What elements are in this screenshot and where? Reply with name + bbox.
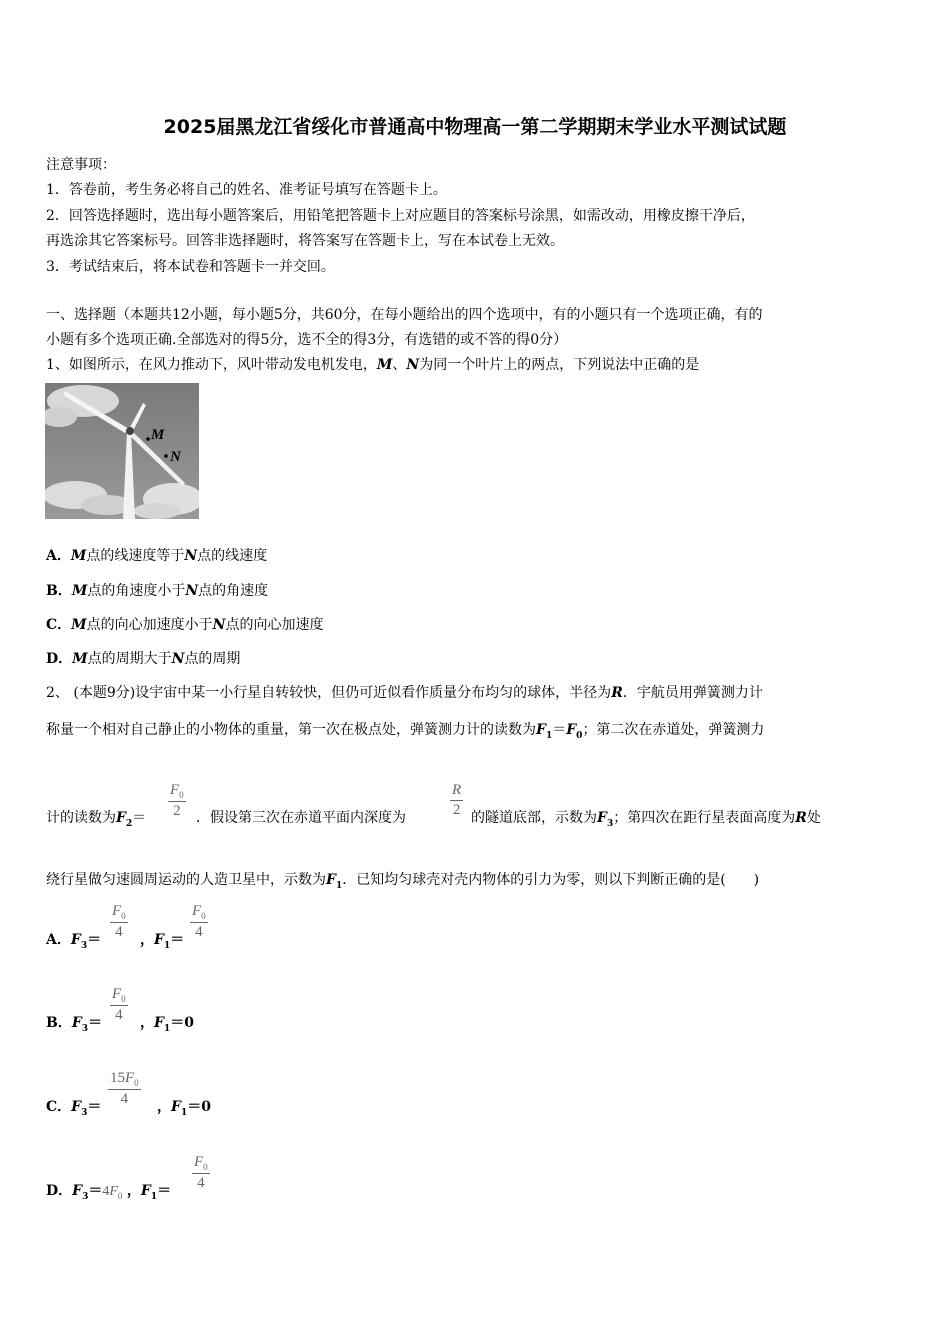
q2-option-a-part2: ，$F_1=$ bbox=[140, 932, 185, 951]
notice-item: 再选涂其它答案标号。回答非选择题时，将答案写在答题卡上，写在本试卷上无效。 bbox=[46, 233, 564, 249]
option-b-fraction: $F_0$ 4 bbox=[112, 986, 126, 1023]
section-heading-line1: 一、选择题（本题共12小题，每小题5分，共60分，在每小题给出的四个选项中，有的小题只有一个选项正确，有的 bbox=[46, 307, 763, 323]
q1-option-a: A．M点的线速度等于N点的线速度 bbox=[46, 548, 268, 564]
fraction-f0-over-2: $F_0$ 2 bbox=[170, 782, 184, 819]
notice-item: 1．答卷前，考生务必将自己的姓名、准考证号填写在答题卡上。 bbox=[46, 182, 447, 198]
option-d-value: $4F_0$ bbox=[102, 1184, 123, 1201]
page-title: 2025届黑龙江省绥化市普通高中物理高一第二学期期末学业水平测试试题 bbox=[163, 116, 787, 138]
q1-stem: 1、如图所示，在风力推动下，风叶带动发电机发电，M、N为同一个叶片上的两点，下列说法中正确的是 bbox=[46, 357, 700, 373]
q2-option-b-part2: ，$F_1=0$ bbox=[140, 1015, 194, 1034]
turbine-hub bbox=[126, 427, 134, 435]
label-n: N bbox=[170, 449, 181, 465]
label-m: M bbox=[151, 427, 165, 443]
q2-option-c: C．$F_3=$ bbox=[46, 1099, 102, 1118]
fraction-r-over-2: R 2 bbox=[452, 782, 462, 818]
q2-option-d: D．$F_3=4F_0$ ，$F_1=$ bbox=[46, 1183, 172, 1202]
notice-heading: 注意事项： bbox=[46, 157, 116, 173]
q1-option-d: D．M点的周期大于N点的周期 bbox=[46, 651, 241, 667]
option-d-fraction: $F_0$ 4 bbox=[194, 1154, 208, 1191]
q2-stem-line2: 称量一个相对自己静止的小物体的重量，第一次在极点处，弹簧测力计的读数为$F_1=F_0$；第二次在赤道处，弹簧测力 bbox=[46, 722, 765, 741]
notice-item: 2．回答选择题时，选出每小题答案后，用铅笔把答题卡上对应题目的答案标号涂黑，如需改动，用橡皮擦干净后， bbox=[46, 208, 755, 224]
wind-turbine-photo bbox=[45, 383, 199, 519]
option-a-fraction-2: $F_0$ 4 bbox=[192, 903, 206, 940]
option-a-fraction-1: $F_0$ 4 bbox=[112, 903, 126, 940]
q2-stem-line3a: 计的读数为$F_2=$ bbox=[46, 810, 147, 829]
q2-option-c-part2: ，$F_1=0$ bbox=[157, 1099, 211, 1118]
section-heading-line2: 小题有多个选项正确.全部选对的得5分，选不全的得3分，有选错的或不答的得0分） bbox=[46, 332, 568, 348]
q1-option-b: B．M点的角速度小于N点的角速度 bbox=[46, 583, 269, 599]
q2-stem-line4: 绕行星做匀速圆周运动的人造卫星中，示数为$F_1$．已知均匀球壳对壳内物体的引力为零，则以下判断正确的是( ) bbox=[46, 872, 760, 891]
point-m bbox=[146, 437, 150, 441]
cloud bbox=[133, 503, 181, 519]
option-c-fraction: $15F_0$ 4 bbox=[110, 1070, 139, 1107]
notice-item: 3．考试结束后，将本试卷和答题卡一并交回。 bbox=[46, 259, 335, 275]
q2-stem-line3c: 的隧道底部，示数为$F_3$；第四次在距行星表面高度为R处 bbox=[471, 810, 821, 829]
q1-option-c: C．M点的向心加速度小于N点的向心加速度 bbox=[46, 617, 324, 633]
q2-stem-line3b: ．假设第三次在赤道平面内深度为 bbox=[196, 810, 406, 826]
q2-option-b: B．$F_3=$ bbox=[46, 1015, 103, 1034]
point-n bbox=[164, 454, 168, 458]
q2-option-a: A．$F_3=$ bbox=[46, 932, 102, 951]
q2-stem-line1: 2、 (本题9分)设宇宙中某一小行星自转较快，但仍可近似看作质量分布均匀的球体，半径为R．宇航员用弹簧测力计 bbox=[46, 685, 763, 701]
